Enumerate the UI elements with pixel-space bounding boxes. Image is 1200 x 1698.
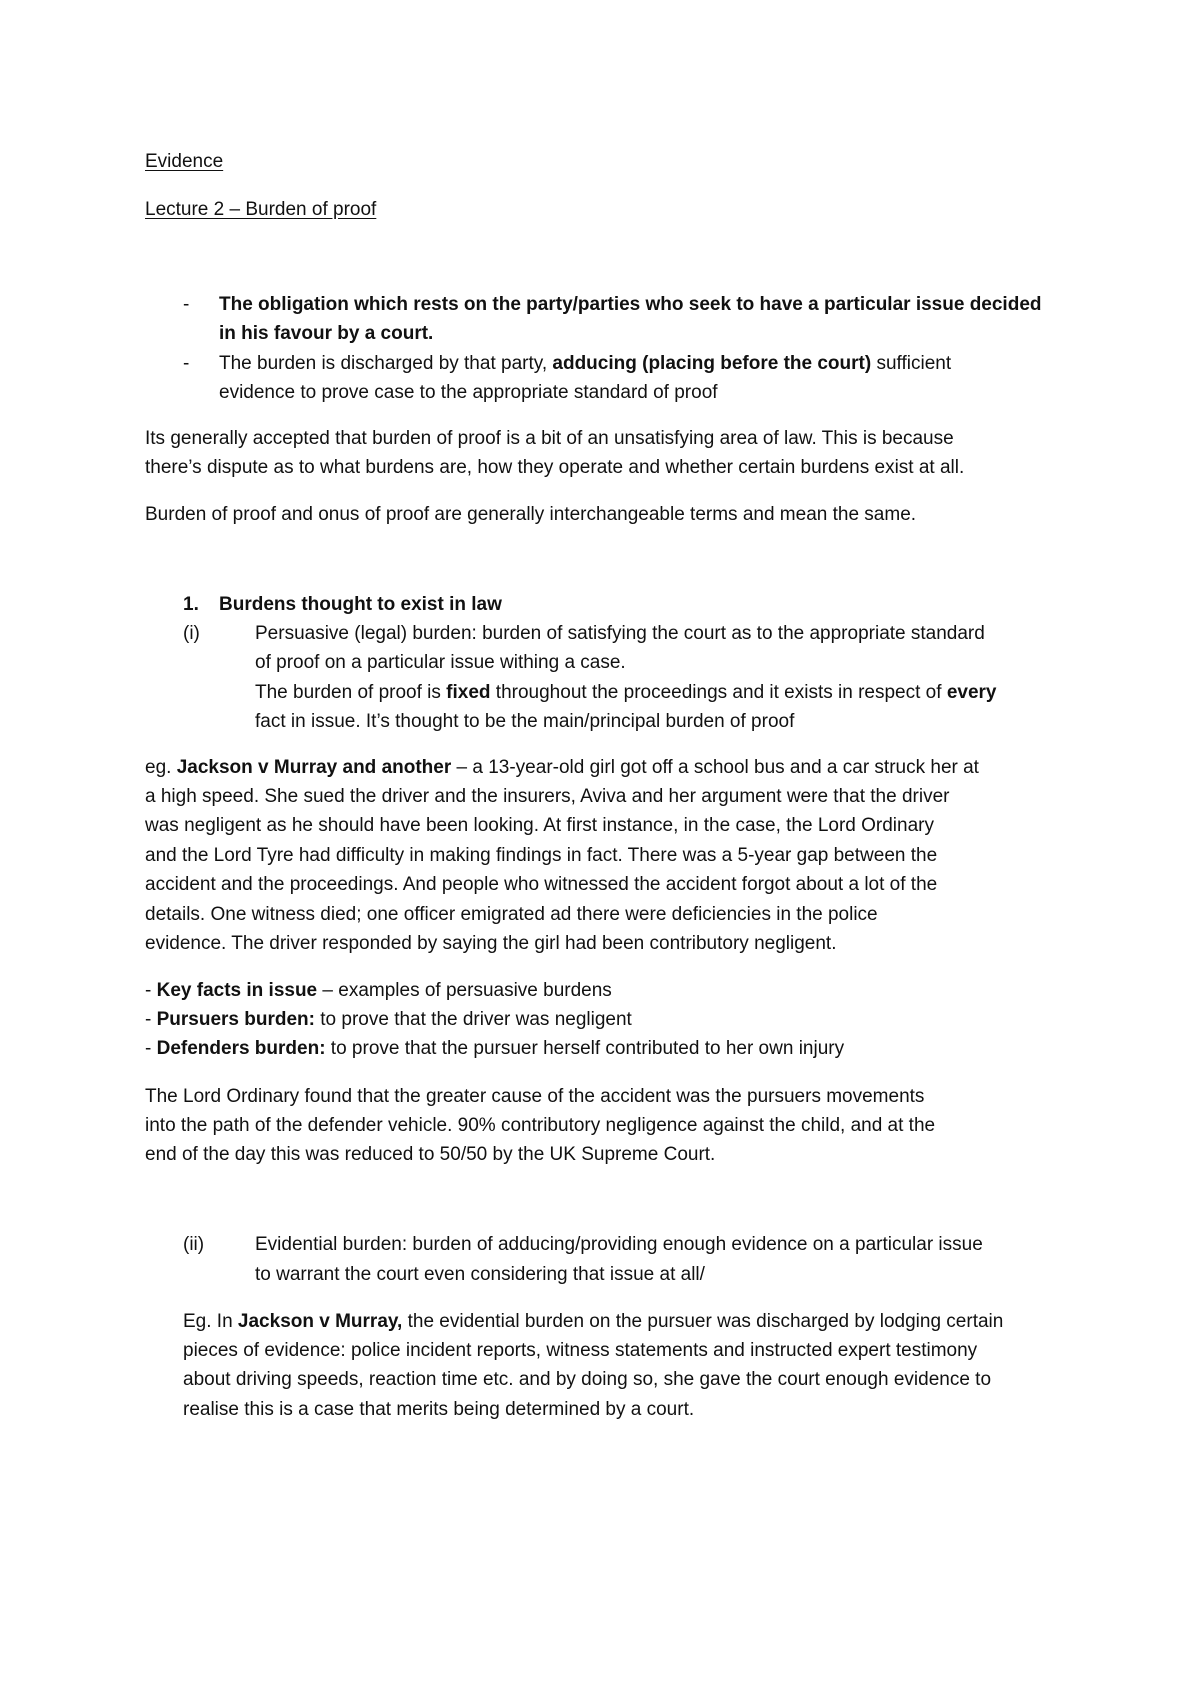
item-line (255, 682, 996, 704)
text-run: eg. (145, 757, 177, 778)
text-run: – examples of persuasive burdens (317, 980, 612, 1001)
bullet-marker: - (183, 294, 190, 315)
text-run: Eg. In (183, 1311, 238, 1332)
example-line (145, 757, 979, 779)
final-line (183, 1399, 694, 1421)
section-heading: Burdens thought to exist in law (219, 594, 502, 615)
paragraph-line: there’s dispute as to what burdens are, how they operate and whether certain burdens exist at all. (145, 457, 965, 478)
text-run: to prove that the pursuer herself contributed to her own injury (325, 1038, 845, 1059)
text-run: details. One witness died; one officer emigrated ad there were deficiencies in the police (145, 904, 878, 925)
item-line (255, 652, 626, 674)
bold-run: Key facts in issue (156, 980, 318, 1001)
paragraph-line: Burden of proof and onus of proof are generally interchangeable terms and mean the same. (145, 504, 917, 525)
text-run: Evidential burden: burden of adducing/providing enough evidence on a particular issue (255, 1234, 983, 1255)
text-run: - (145, 980, 157, 1001)
text-run: The burden is discharged by that party, (219, 353, 553, 374)
paragraph-line: into the path of the defender vehicle. 90% contributory negligence against the child, and at the (145, 1115, 936, 1136)
text-run: - (145, 1009, 157, 1030)
text-run: The burden of proof is (255, 682, 447, 703)
example-line (145, 874, 937, 896)
paragraph-line: Its generally accepted that burden of proof is a bit of an unsatisfying area of law. This is because (145, 428, 954, 449)
bullet-line (219, 323, 433, 345)
bullet-line (219, 353, 951, 375)
bold-run: Pursuers burden: (156, 1009, 315, 1030)
text-run: evidence to prove case to the appropriate standard of proof (219, 382, 718, 403)
text-run: realise this is a case that merits being determined by a court. (183, 1399, 695, 1420)
text-run: about driving speeds, reaction time etc. and by doing so, she gave the court enough evidence to (183, 1369, 992, 1390)
final-line (183, 1340, 977, 1362)
facts-item (145, 980, 612, 1002)
text-run: and the Lord Tyre had difficulty in making findings in fact. There was a 5-year gap between the (145, 845, 938, 866)
bold-run: every (946, 682, 997, 703)
section-number: 1. (183, 594, 199, 615)
bold-run: Defenders burden: (156, 1038, 326, 1059)
example-line (145, 786, 949, 808)
text-run: was negligent as he should have been looking. At first instance, in the case, the Lord Ordinary (145, 815, 934, 836)
bold-run: in his favour by a court. (219, 323, 434, 344)
final-line (183, 1311, 1003, 1333)
bold-run: The obligation which rests on the party/parties who seek to have a particular issue decided (219, 294, 1042, 315)
text-run: fact in issue. It’s thought to be the main/principal burden of proof (255, 711, 795, 732)
item-line (255, 711, 794, 733)
item-line (255, 1264, 705, 1286)
example-line (145, 933, 836, 955)
bullet-marker: - (183, 353, 190, 374)
doc-title: Evidence (145, 151, 224, 172)
text-run: to warrant the court even considering that issue at all/ (255, 1264, 705, 1285)
item-marker: (ii) (183, 1234, 205, 1255)
text-run: accident and the proceedings. And people who witnessed the accident forgot about a lot of the (145, 874, 938, 895)
facts-item (145, 1009, 632, 1031)
bullet-line (219, 294, 1042, 316)
text-run: – a 13-year-old girl got off a school bus and a car struck her at (451, 757, 979, 778)
bullet-line (219, 382, 718, 404)
text-run: throughout the proceedings and it exists in respect of (490, 682, 947, 703)
text-run: sufficient (871, 353, 952, 374)
text-run: a high speed. She sued the driver and the insurers, Aviva and her argument were that the driver (145, 786, 950, 807)
facts-item (145, 1038, 844, 1060)
bold-run: Jackson v Murray, (237, 1311, 403, 1332)
bold-run: fixed (446, 682, 491, 703)
item-marker: (i) (183, 623, 200, 644)
bold-run: adducing (placing before the court) (552, 353, 872, 374)
example-line (145, 845, 937, 867)
text-run: evidence. The driver responded by saying the girl had been contributory negligent. (145, 933, 837, 954)
final-line (183, 1369, 991, 1391)
example-line (145, 904, 878, 926)
text-run: pieces of evidence: police incident reports, witness statements and instructed expert testimony (183, 1340, 978, 1361)
bold-run: Jackson v Murray and another (176, 757, 452, 778)
text-run: the evidential burden on the pursuer was discharged by lodging certain (402, 1311, 1004, 1332)
text-run: of proof on a particular issue withing a case. (255, 652, 626, 673)
lecture-heading: Lecture 2 – Burden of proof (145, 199, 377, 220)
example-line (145, 815, 934, 837)
text-run: Persuasive (legal) burden: burden of satisfying the court as to the appropriate standard (255, 623, 985, 644)
item-line (255, 623, 985, 645)
paragraph-line: The Lord Ordinary found that the greater cause of the accident was the pursuers movements (145, 1086, 925, 1107)
text-run: - (145, 1038, 157, 1059)
paragraph-line: end of the day this was reduced to 50/50 by the UK Supreme Court. (145, 1144, 716, 1165)
item-line (255, 1234, 983, 1256)
text-run: to prove that the driver was negligent (314, 1009, 632, 1030)
